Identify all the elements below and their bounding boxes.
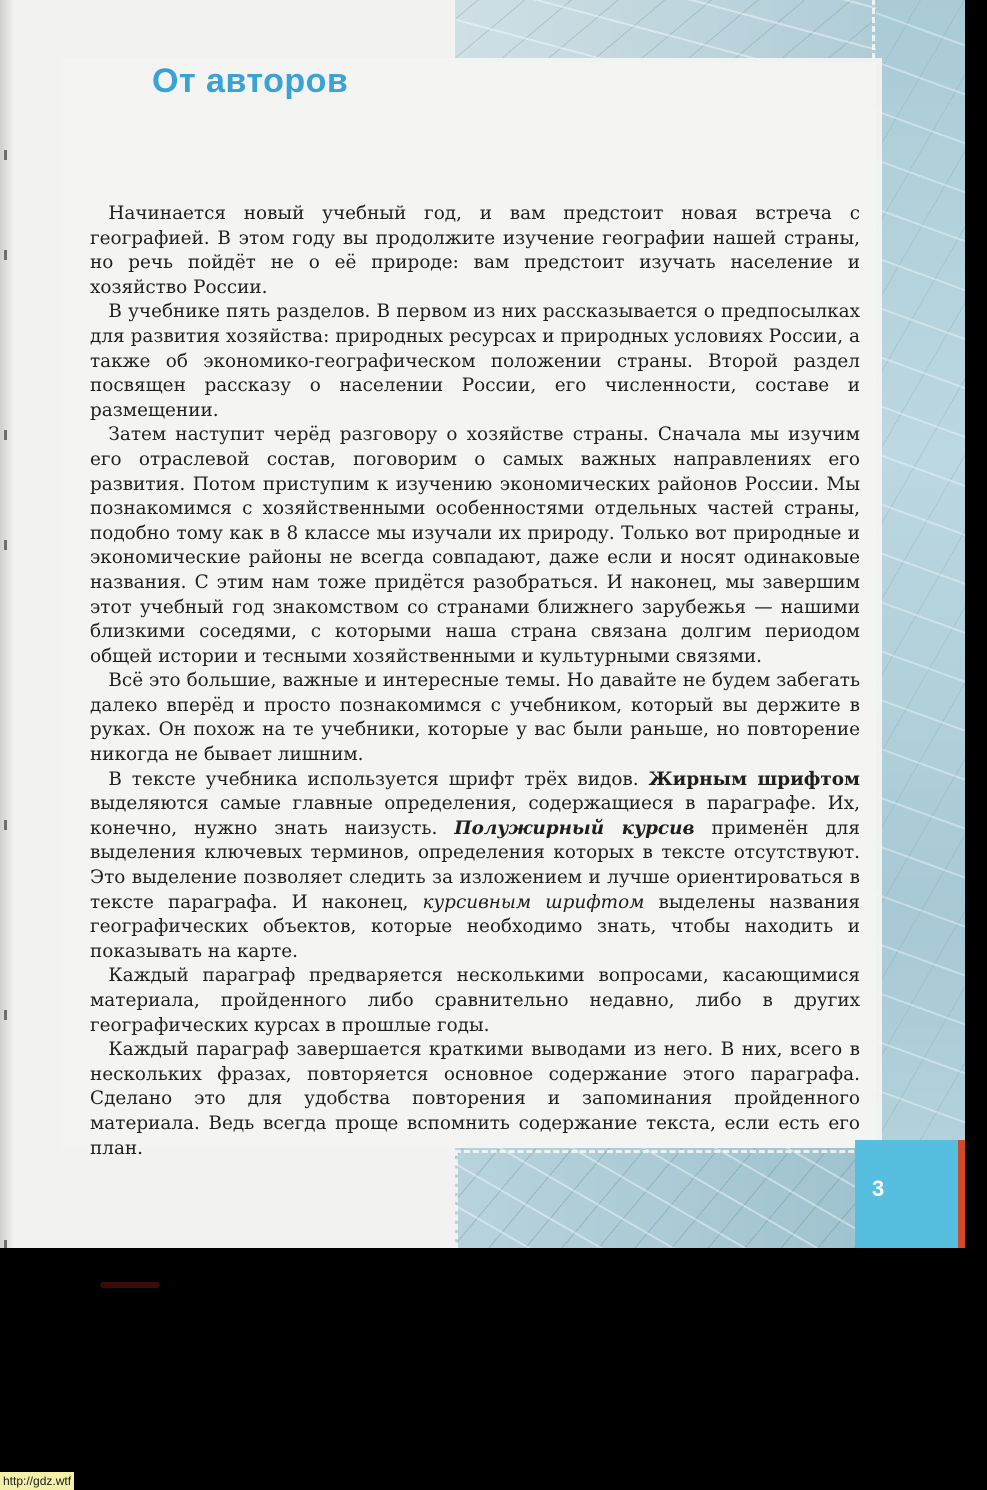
watermark-link[interactable]: http://gdz.wtf [0,1472,74,1490]
body-text [90,202,860,1161]
map-frame-dashed-border [872,0,965,1156]
paragraph-text: применён для выделения ключевых терминов, определения которых в тексте отсутствуют. Это выделение позволяет следить за изложением и лучше ориентироваться в тексте параграфа. И наконец, [90,817,860,913]
paragraph-text: выделены названия географических объектов, которые необходимо знать, чтобы находить и показывать на карте. [90,891,860,962]
scan-artifact [100,1282,160,1288]
binding-mark [4,150,7,160]
bold-font-example: Жирным шрифтом [648,768,860,790]
bold-italic-font-example: Полужирный курсив [454,817,695,839]
italic-font-example: курсивным шрифтом [422,891,645,913]
page-edge-stripe [958,1140,965,1248]
paragraph [90,964,860,1038]
binding-mark [4,430,7,440]
paragraph-text: Начинается новый учебный год, и вам предстоит новая встреча с географией. В этом году вы продолжите изучение географии нашей страны, но речь пойдёт не о её природе: вам предстоит изучать население и хозяйство России. [90,203,860,298]
paragraph [90,300,860,423]
paragraph [90,202,860,300]
paragraph-text: В учебнике пять разделов. В первом из них рассказывается о предпосылках для развития хозяйства: природных ресурсах и природных условиях России, а также об экономико-географическом положении страны. Второй раздел посвящен рассказу о населении России, его численности, составе и размещении. [90,301,860,421]
binding-mark [4,1010,7,1020]
paragraph-text: выделяются самые главные определения, содержащиеся в параграфе. Их, конечно, нужно знать наизусть. [90,793,860,839]
binding-mark [4,540,7,550]
page-number: 3 [872,1176,885,1201]
paragraph [90,1038,860,1161]
paragraph [90,423,860,669]
paragraph [90,669,860,767]
binding-mark [4,1240,7,1248]
paragraph-text: Каждый параграф завершается краткими выводами из него. В них, всего в нескольких фразах, повторяется основное содержание этого параграфа. Сделано это для удобства повторения и запоминания пройденного материала. Ведь всегда проще вспомнить содержание текста, если есть его план. [90,1039,860,1159]
map-frame-dashed-border [455,1150,881,1248]
paragraph-text: В тексте учебника используется шрифт трёх видов. [108,768,639,790]
page-gutter-shadow [0,0,14,1248]
binding-mark [4,820,7,830]
page-title: От авторов [152,62,349,100]
paragraph-text: Затем наступит черёд разговору о хозяйстве страны. Сначала мы изучим его отраслевой состав, поговорим о самых важных направлениях его развития. Потом приступим к изучению экономических районов России. Мы познакомимся с хозяйственными особенностями отдельных частей страны, подобно тому как в 8 классе мы изучали их природу. Только вот природные и экономические районы не всегда совпадают, даже если и носят одинаковые названия. С этим нам тоже придётся разобраться. И наконец, мы завершим этот учебный год знакомством со странами ближнего зарубежья — нашими близкими соседями, с которыми наша страна связана долгим периодом общей истории и тесными хозяйственными и культурными связями. [90,424,860,667]
paragraph-text: Каждый параграф предваряется несколькими вопросами, касающимися материала, пройденного либо сравнительно недавно, либо в других географических курсах в прошлые годы. [90,965,860,1036]
binding-mark [4,250,7,260]
paragraph-fonts [90,768,860,965]
paragraph-text: Всё это большие, важные и интересные темы. Но давайте не будем забегать далеко вперёд и просто познакомимся с учебником, который вы держите в руках. Он похож на те учебники, которые у вас были раньше, но повторение никогда не бывает лишним. [90,670,860,766]
